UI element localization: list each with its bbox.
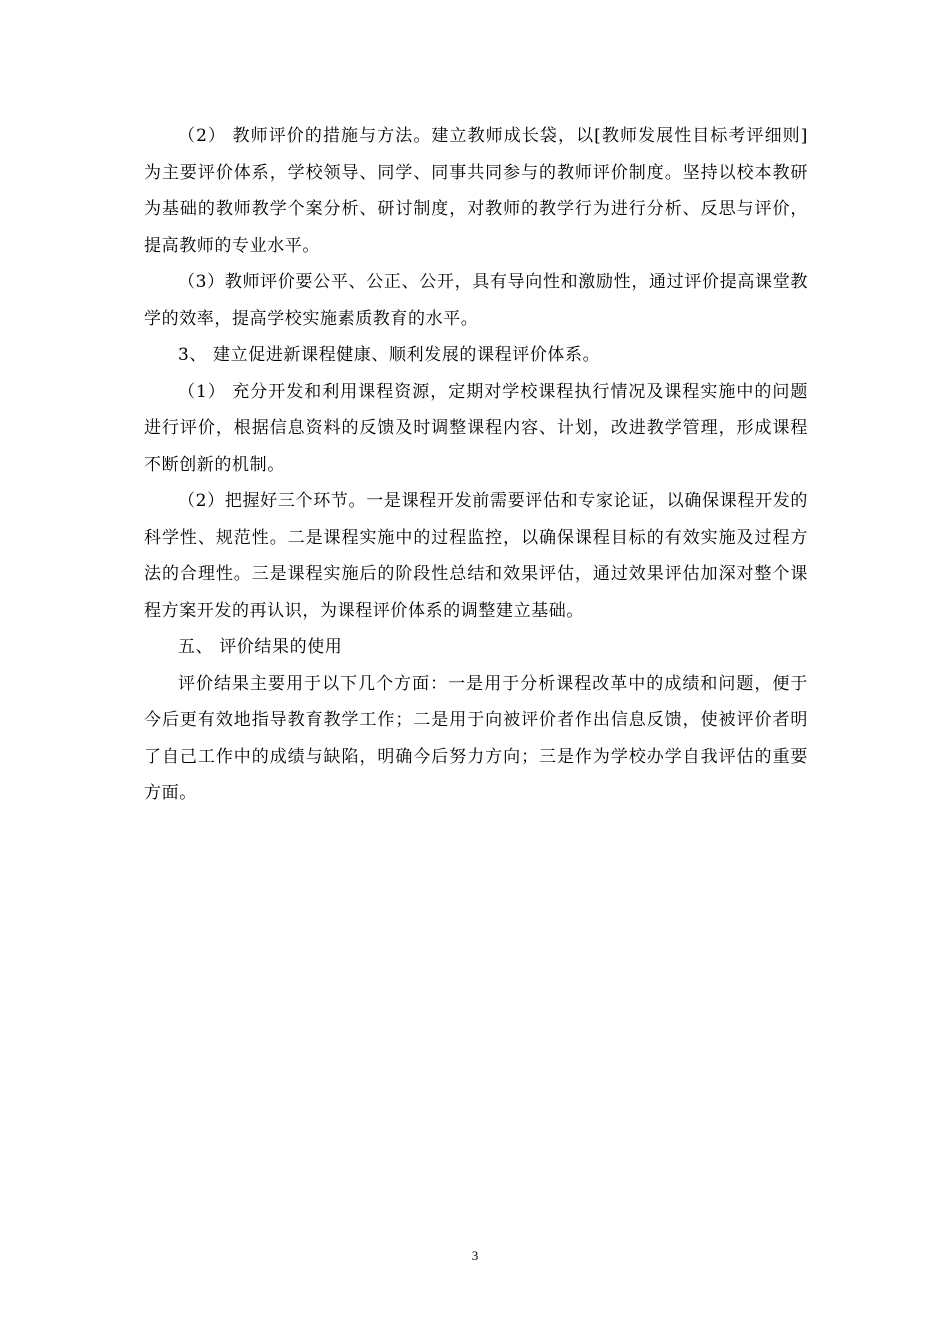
- paragraph-evaluation-results-usage: 评价结果主要用于以下几个方面：一是用于分析课程改革中的成绩和问题，便于今后更有效地指导教育教学工作；二是用于向被评价者作出信息反馈，使被评价者明了自己工作中的成绩与缺陷，明确今后努力方向；三是作为学校办学自我评估的重要方面。: [144, 673, 808, 803]
- paragraph-curriculum-resources: （1） 充分开发和利用课程资源，定期对学校课程执行情况及课程实施中的问题进行评价，根据信息资料的反馈及时调整课程内容、计划，改进教学管理，形成课程不断创新的机制。: [144, 381, 808, 475]
- page-number: 3: [471, 1248, 479, 1263]
- section-heading-evaluation-results: 五、 评价结果的使用: [178, 637, 343, 657]
- paragraph-teacher-evaluation-fairness: （3）教师评价要公平、公正、公开，具有导向性和激励性，通过评价提高课堂教学的效率，提高学校实施素质教育的水平。: [144, 272, 808, 329]
- paragraph-three-stages: （2）把握好三个环节。一是课程开发前需要评估和专家论证，以确保课程开发的科学性、规范性。二是课程实施中的过程监控，以确保课程目标的有效实施及过程方法的合理性。三是课程实施后的阶段性总结和效果评估，通过效果评估加深对整个课程方案开发的再认识，为课程评价体系的调整建立基础。: [144, 491, 808, 621]
- body-text: [144, 118, 808, 812]
- paragraph-teacher-evaluation-methods: （2） 教师评价的措施与方法。建立教师成长袋，以[教师发展性目标考评细则]为主要评价体系，学校领导、同学、同事共同参与的教师评价制度。坚持以校本教研为基础的教师教学个案分析、研讨制度，对教师的教学行为进行分析、反思与评价，提高教师的专业水平。: [144, 126, 808, 256]
- paragraph-curriculum-evaluation-heading: 3、 建立促进新课程健康、顺利发展的课程评价体系。: [178, 345, 601, 365]
